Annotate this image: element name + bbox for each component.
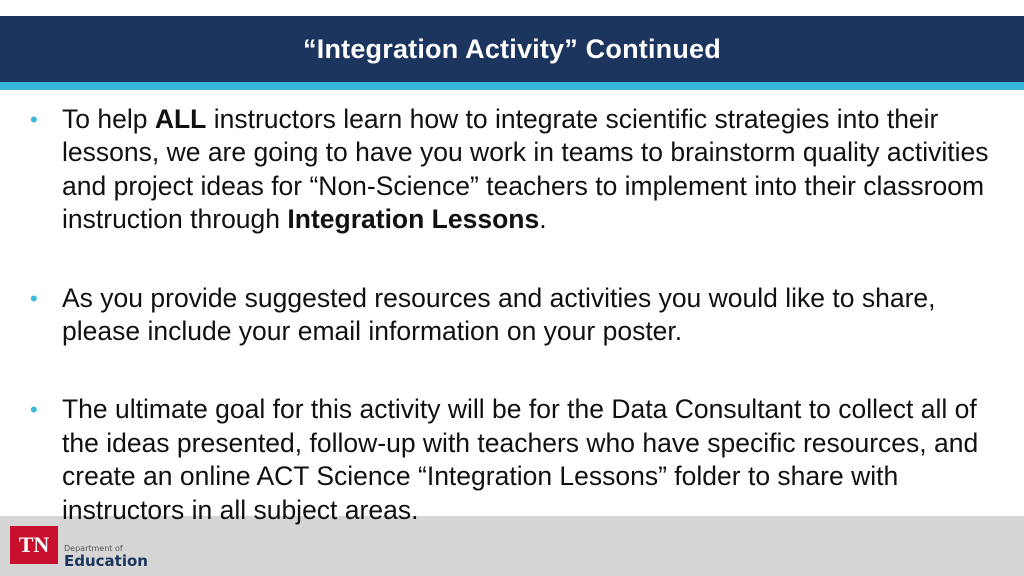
bullet-dot-icon: • [30,397,38,423]
bullet-item-2 [30,282,990,349]
bullet-item-1 [30,103,990,237]
bullet-list [30,103,990,527]
bullet-text: As you provide suggested resources and activities you would like to share, please include your email information on your poster. [62,282,936,347]
bullet-text: To help ALL instructors learn how to integrate scientific strategies into their lessons, we are going to have you work in teams to brainstorm quality activities and project ideas for “Non-Science” teachers to implement into their classroom instruction through Integration Lessons. [62,104,989,235]
bullet-dot-icon: • [30,285,38,311]
tn-education-logo [10,526,160,570]
tn-logo-mark: TN [10,526,58,564]
logo-education-text: Education [64,552,148,570]
bullet-item-3 [30,393,990,527]
title-bar [0,16,1024,82]
bullet-text: The ultimate goal for this activity will be for the Data Consultant to collect all of the ideas presented, follow-up with teachers who have specific resources, and create an online ACT Science “Integration Lessons” folder to share with instructors in all subject areas. [62,394,979,525]
title-accent-stripe [0,82,1024,90]
slide-title: “Integration Activity” Continued [303,33,721,64]
bullet-dot-icon: • [30,107,38,132]
logo-department-text: Department of [64,544,123,553]
